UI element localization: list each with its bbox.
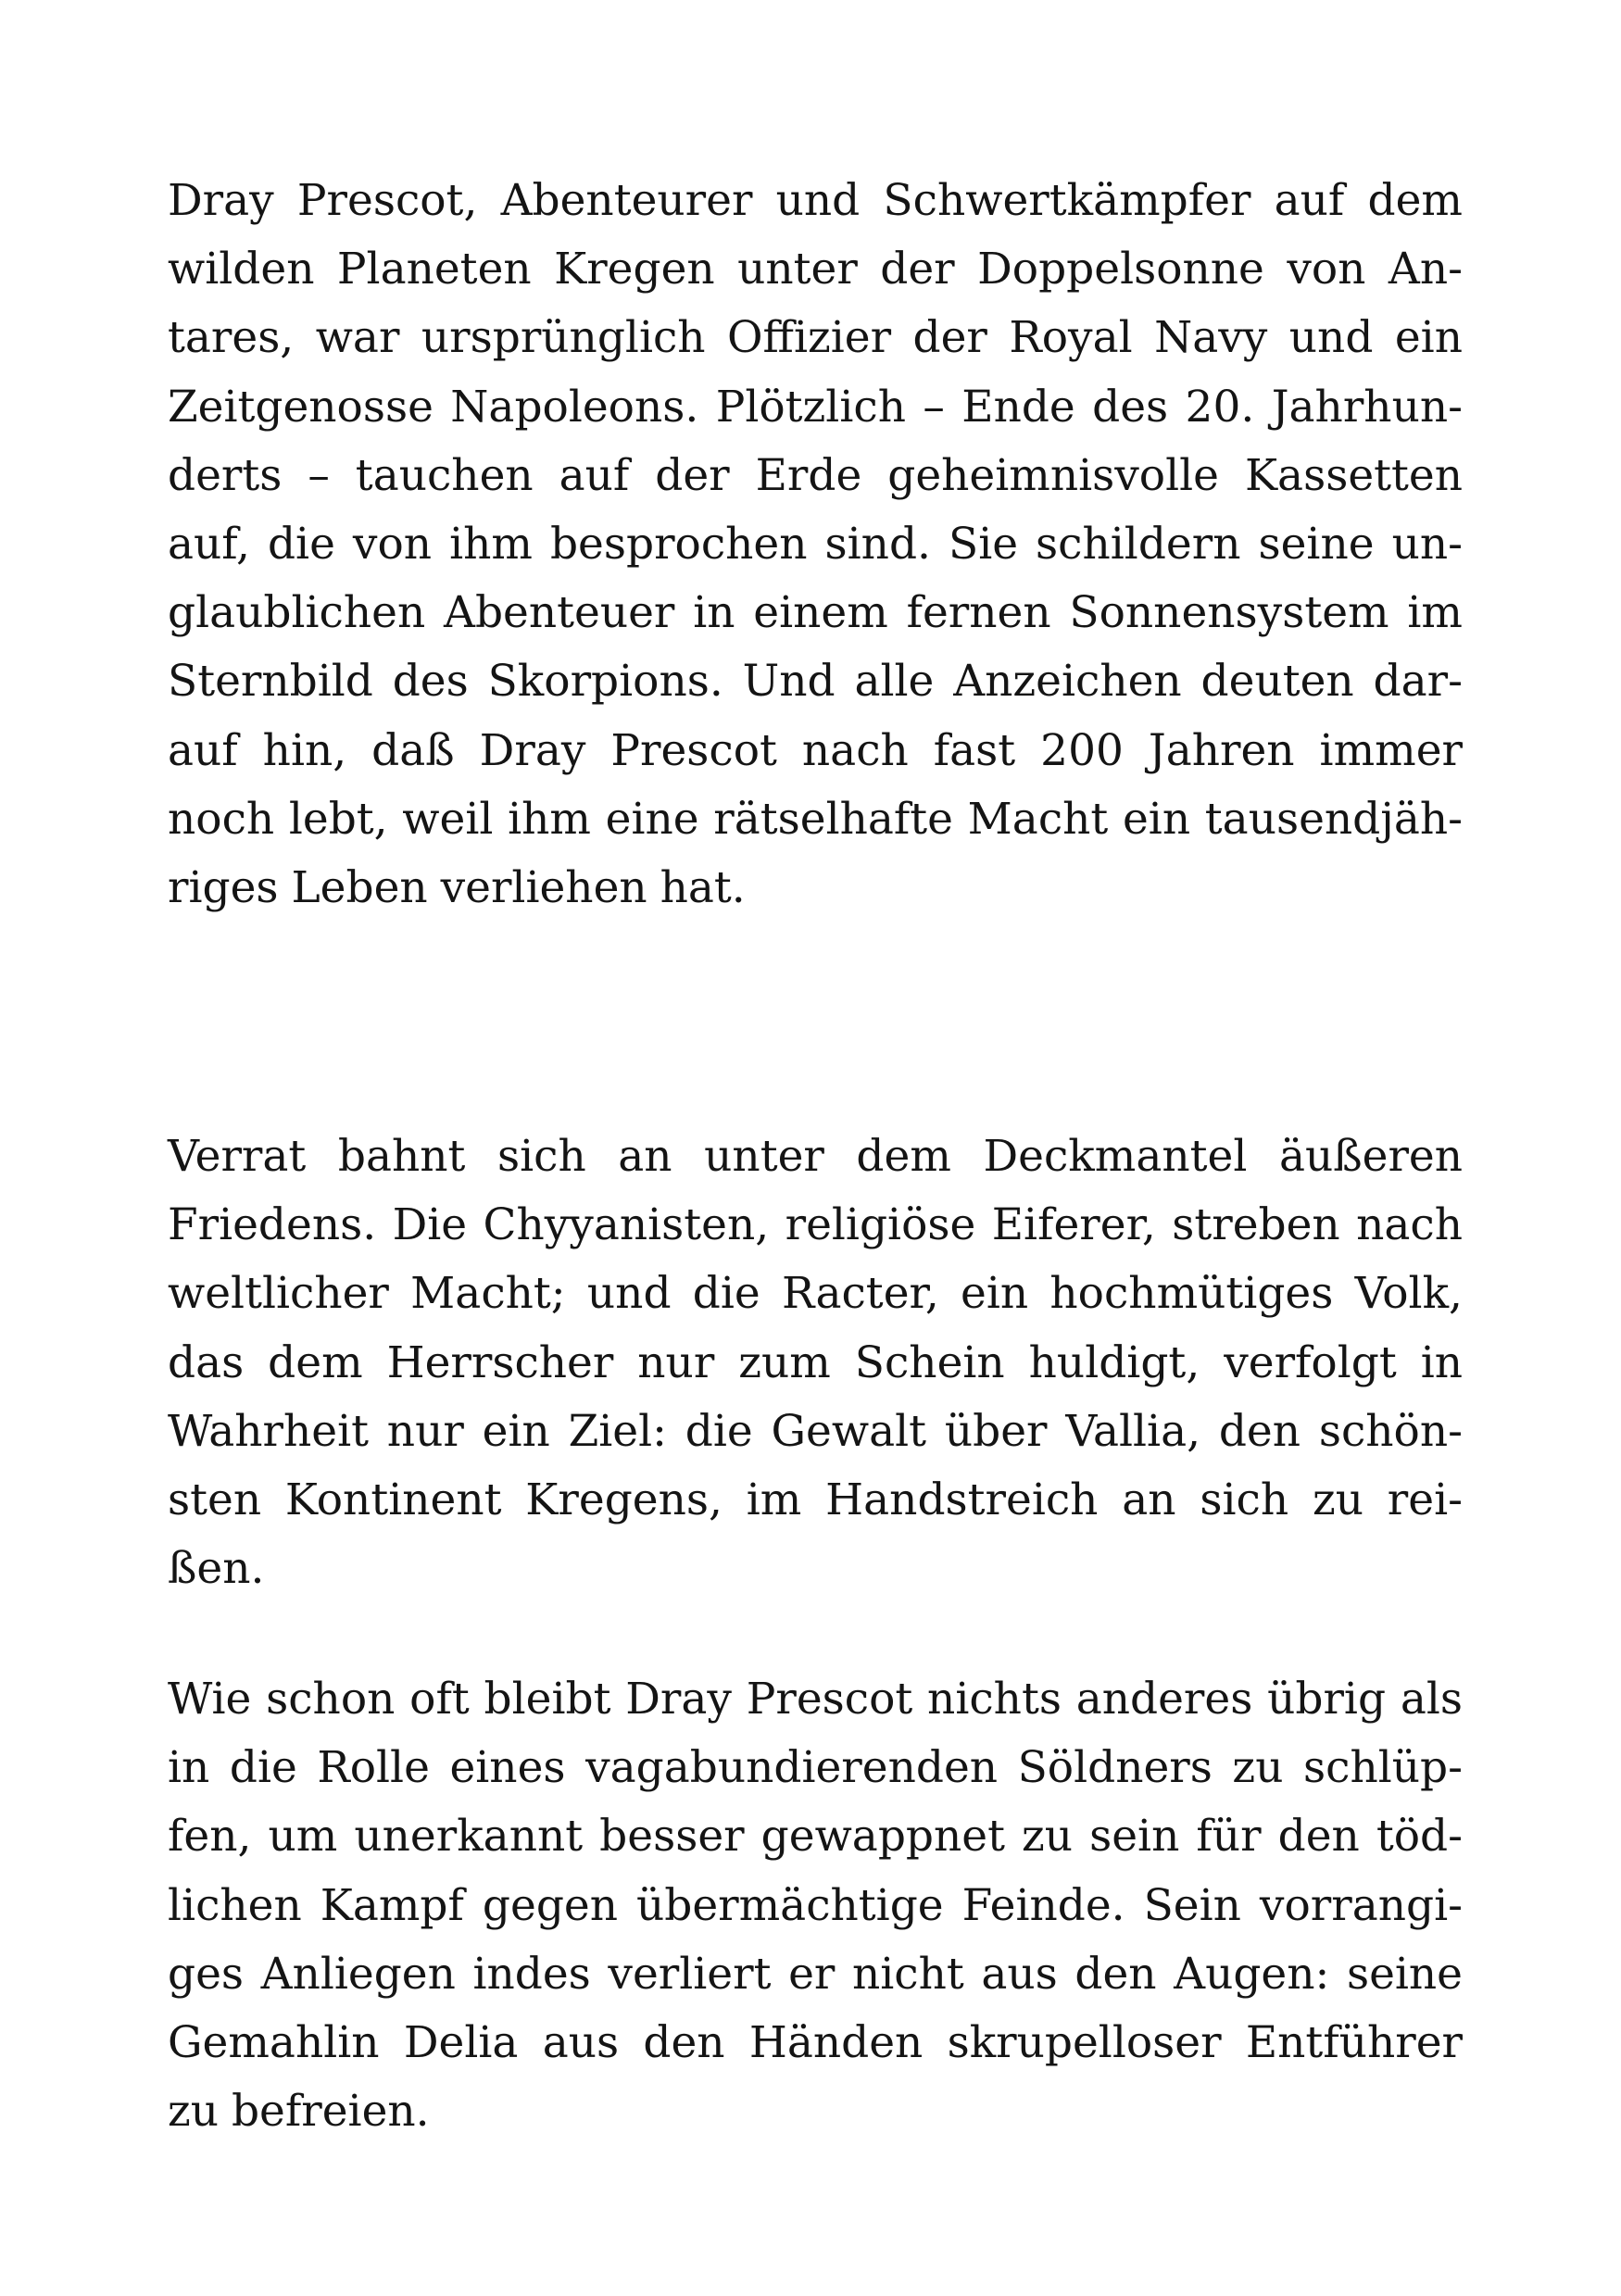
text-line: riges Leben verliehen hat. — [168, 862, 746, 914]
text-line: fen, um unerkannt besser gewappnet zu sein für den töd- — [168, 1811, 1463, 1863]
text-line: glaublichen Abenteuer in einem fernen Sonnensystem im — [168, 587, 1463, 639]
text-line: weltlicher Macht; und die Racter, ein hochmütiges Volk, — [168, 1268, 1463, 1320]
text-line: ßen. — [168, 1543, 265, 1595]
text-line: das dem Herrscher nur zum Schein huldigt, verfolgt in — [168, 1336, 1463, 1388]
text-line: lichen Kampf gegen übermächtige Feinde. Sein vorrangi- — [168, 1879, 1463, 1931]
text-line: Sternbild des Skorpions. Und alle Anzeichen deuten dar- — [168, 656, 1463, 708]
text-line: auf hin, daß Dray Prescot nach fast 200 Jahren immer — [168, 724, 1463, 776]
text-line: Verrat bahnt sich an unter dem Deckmantel äußeren — [168, 1131, 1463, 1182]
text-line: derts – tauchen auf der Erde geheimnisvolle Kassetten — [168, 449, 1463, 501]
text-line: Friedens. Die Chyyanisten, religiöse Eiferer, streben nach — [168, 1199, 1463, 1251]
text-line: ges Anliegen indes verliert er nicht aus den Augen: seine — [168, 1948, 1463, 2000]
paragraph-mercenary — [168, 1665, 1463, 2146]
text-line: noch lebt, weil ihm eine rätselhafte Macht ein tausendjäh- — [168, 793, 1463, 845]
text-line: in die Rolle eines vagabundierenden Söldners zu schlüp- — [168, 1742, 1463, 1794]
paragraph-intro — [168, 167, 1463, 922]
text-line: wilden Planeten Kregen unter der Doppelsonne von An- — [168, 244, 1463, 295]
text-line: zu befreien. — [168, 2086, 430, 2138]
text-line: Zeitgenosse Napoleons. Plötzlich – Ende des 20. Jahrhun- — [168, 381, 1463, 433]
text-line: Gemahlin Delia aus den Händen skrupelloser Entführer — [168, 2017, 1463, 2069]
text-line: Wahrheit nur ein Ziel: die Gewalt über Vallia, den schön- — [168, 1405, 1463, 1457]
text-line: tares, war ursprünglich Offizier der Royal Navy und ein — [168, 312, 1463, 364]
text-line: sten Kontinent Kregens, im Handstreich an sich zu rei- — [168, 1474, 1463, 1526]
text-line: auf, die von ihm besprochen sind. Sie schildern seine un- — [168, 519, 1463, 571]
text-line: Wie schon oft bleibt Dray Prescot nichts anderes übrig als — [168, 1674, 1463, 1725]
paragraph-treason — [168, 1123, 1463, 1603]
text-line: Dray Prescot, Abenteurer und Schwertkämpfer auf dem — [168, 175, 1463, 226]
